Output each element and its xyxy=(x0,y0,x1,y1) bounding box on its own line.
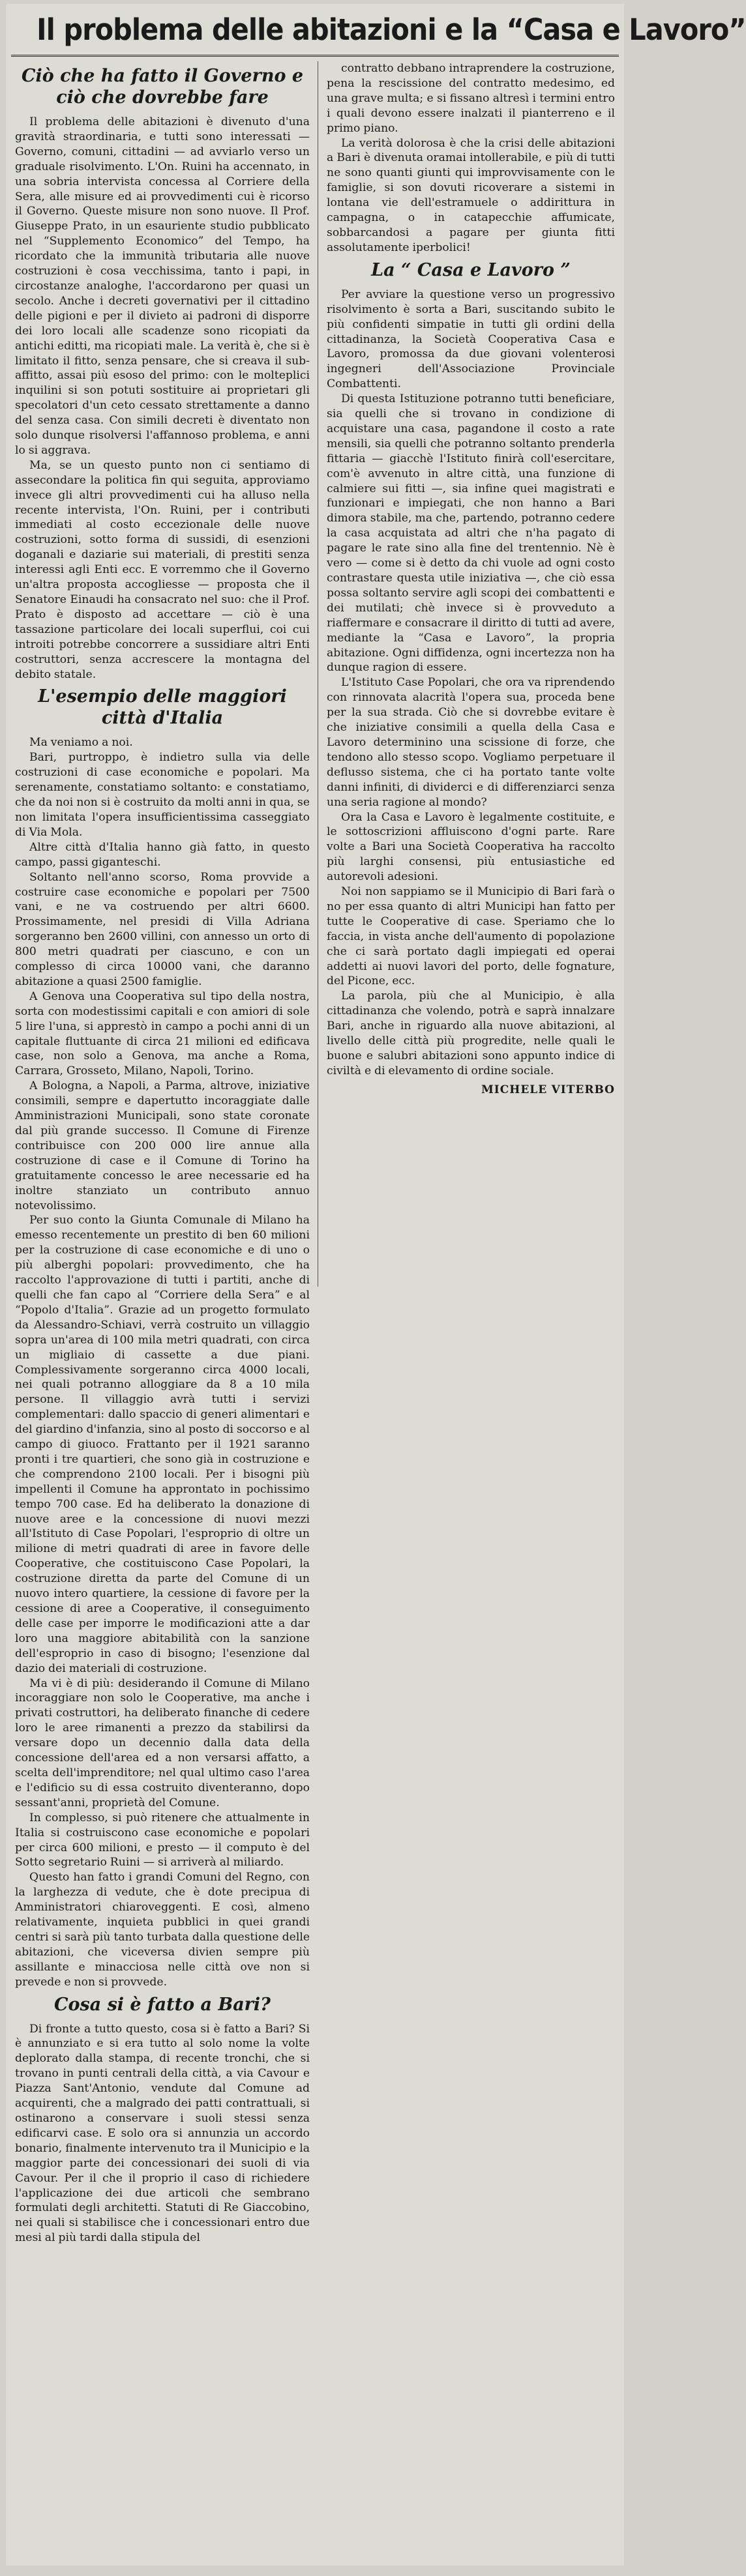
paragraph: Ma veniamo a noi. xyxy=(29,736,133,750)
headline: Il problema delle abitazioni e la “Casa e Lavoro” xyxy=(37,12,746,47)
section-title-maggiori-citta: L'esempio delle maggiori città d'Italia xyxy=(38,686,287,729)
paragraph: Bari, purtroppo, è indietro sulla via delle costruzioni di case economiche e popolari. Ma serenamente, constatiamo soltanto: e constatiamo, che da noi non si è costruito da molti anni in qua, se non limitata l'opera insufficientissima casseggiato di Via Mola. xyxy=(15,751,310,839)
left-column xyxy=(15,61,310,2558)
paragraph: contratto debbano intraprendere la costruzione, pena la rescissione del contratto medesimo, ed una grave multa; e si fissano altresì i termini entro i quali devono essere inalzati il pianterreno e il primo piano. xyxy=(327,62,615,135)
paragraph: A Bologna, a Napoli, a Parma, altrove, iniziative consimili, sempre e dapertutto incoraggiate dalle Amministrazioni Municipali, sono state coronate dal più grande successo. Il Comune di Firenze contribuisce con 200 000 lire annue alla costruzione di case e il Comune di Torino ha gratuitamente concesso le aree necessarie ed ha inoltre stanziato un contributo annuo notevolissimo. xyxy=(15,1079,310,1212)
paragraph: In complesso, si può ritenere che attualmente in Italia si costruiscono case economiche e popolari per circa 600 milioni, e presto — il computo è del Sotto segretario Ruini — si arriverà al miliardo. xyxy=(15,1811,310,1869)
section-title-bari: Cosa si è fatto a Bari? xyxy=(53,1994,271,2015)
section-body-casa-e-lavoro xyxy=(327,287,615,1079)
section-body-continuation xyxy=(327,61,615,256)
paragraph: Noi non sappiamo se il Municipio di Bari farà o no per essa quanto di altri Municipi han fatto per tutte le Cooperative di case. Speriamo che lo faccia, in vista anche dell'aumento di popolazione che ci sarà portato dagli impiegati ed operai addetti ai nuovi lavori del porto, delle fognature, del Picone, ecc. xyxy=(327,885,615,988)
paragraph: Per avviare la questione verso un progressivo risolvimento è sorta a Bari, suscitando subito le più confidenti simpatie in tutti gli ordini della cittadinanza, la Società Cooperativa Casa e Lavoro, promossa da due giovani volenterosi ingegneri dell'Associazione Provinciale Combattenti. xyxy=(327,287,615,391)
paragraph: Per suo conto la Giunta Comunale di Milano ha emesso recentemente un prestito di ben 60 milioni per la costruzione di case economiche e di uno o più alberghi popolari: provvedimento, che ha raccolto l'approvazione di tutti i partiti, anche di quelli che fan capo al “Corriere della Sera” e al “Popolo d'Italia”. Grazie ad un progetto formulato da Alessandro-Schiavi, verrà costruito un villaggio sopra un'area di 100 mila metri quadrati, con circa un migliaio di cassette a due piani. Complessivamente sorgeranno circa 4000 locali, nei quali potranno alloggiare da 8 a 10 mila persone. Il villaggio avrà tutti i servizi complementari: dallo spaccio di generi alimentari e del giardino d'infanzia, sino al posto di soccorso e al campo di giuoco. Frattanto per il 1921 saranno pronti i tre quartieri, che sono già in costruzione e che comprendono 2100 locali. Per i bisogni più impellenti il Comune ha approntato in pochissimo tempo 700 case. Ed ha deliberato la donazione di nuove aree e la concessione di nuovi mezzi all'Istituto di Case Popolari, l'esproprio di oltre un milione di metri quadrati di aree in favore delle Cooperative, che costituiscono Case Popolari, la costruzione diretta da parte del Comune di un nuovo intero quartiere, la cessione di favore per la cessione di aree a Cooperative, il conseguimento delle case per imporre le modificazioni atte a dar loro una maggiore abitabilità con la sanzione dell'esproprio in caso di bisogno; l'esenzione dal dazio dei materiali di costruzione. xyxy=(15,1214,310,1675)
section-title-casa-e-lavoro: La “ Casa e Lavoro ” xyxy=(371,259,571,280)
paragraph: A Genova una Cooperativa sul tipo della nostra, sorta con modestissimi capitali e con amiori di sole 5 lire l'una, si apprestò in campo a pochi anni di un capitale fluttuante di circa 21 milioni ed edificava case, non solo a Genova, ma anche a Roma, Carrara, Grosseto, Milano, Napoli, Torino. xyxy=(15,989,310,1078)
section-body-governo xyxy=(15,115,310,682)
paragraph: Di fronte a tutto questo, cosa si è fatto a Bari? Si è annunziato e si era tutto al solo nome la volte deplorato dalla stampa, di recente tronchi, che si trovano in punti centrali della città, a via Cavour e Piazza Sant'Antonio, vendute dal Comune ad acquirenti, che a malgrado dei patti contrattuali, si ostinarono a conservare i suoli stessi senza edificarvi case. E solo ora si annunzia un accordo bonario, finalmente intervenuto tra il Municipio e la maggior parte dei concessionari dei suoli di via Cavour. Per il che il proprio il caso di richiedere l'applicazione dei due articoli che sembrano formulati degli architetti. Statuti di Re Giaccobino, nei quali si stabilisce che i concessionari entro due mesi al più tardi dalla stipula del xyxy=(15,2022,310,2245)
section-title-governo: Ciò che ha fatto il Governo e ciò che dovrebbe fare xyxy=(21,66,304,108)
paragraph: Questo han fatto i grandi Comuni del Regno, con la larghezza di vedute, che è dote precipua di Amministratori chiaroveggenti. E così, almeno relativamente, inquieta pubblici in quei grandi centri si sarà più tanto turbata dalla questione delle abitazioni, che viceversa divien sempre più assillante e minacciosa nelle città ove non si prevede e non si provvede. xyxy=(15,1871,310,1989)
section-body-maggiori-citta xyxy=(15,735,310,1989)
headline-rule xyxy=(11,55,619,57)
paragraph: Il problema delle abitazioni è divenuto d'una gravità straordinaria, e tutti sono interessati — Governo, comuni, cittadini — ad avviarlo verso un graduale risolvimento. L'On. Ruini ha accennato, in una sobria intervista concessa al Corriere della Sera, alle misure ed ai provvedimenti cui è ricorso il Governo. Queste misure non sono nuove. Il Prof. Giuseppe Prato, in un esauriente studio pubblicato nel “Supplemento Economico” del Tempo, ha ricordato che la immunità tributaria alle nuove costruzioni è cosa vecchissima, tanto i papi, in circostanze analoghe, l'accordarono per quasi un secolo. Anche i decreti governativi per il cittadino delle pigioni e per il divieto ai padroni di disporre dei loro locali alle scadenze sono ricopiati da antichi editti, ma ricopiati male. La verità è, che si è limitato il fitto, senza pensare, che si creava il sub-affitto, assai più esoso del primo: con le molteplici inquilini si son potuti sostituire ai proprietari gli specolatori d'un ceto cessato strettamente a danno del senza casa. Con simili decreti è diventato non solo dunque risolversi l'affannoso problema, e anni lo si aggrava. xyxy=(15,115,310,457)
paragraph: La parola, più che al Municipio, è alla cittadinanza che volendo, potrà e saprà innalzare Bari, anche in riguardo alla nuove abitazioni, al livello delle città più progredite, nelle quali le buone e salubri abitazioni sono appunto indice di civiltà e di elevamento di ordine sociale. xyxy=(327,989,615,1077)
section-body-bari xyxy=(15,2022,310,2246)
paragraph: Soltanto nell'anno scorso, Roma provvide a costruire case economiche e popolari per 7500 vani, e ne va costruendo per altri 6600. Prossimamente, nel presidi di Villa Adriana sorgeranno ben 2600 villini, con annesso un orto di 800 metri quadrati per ciascuno, e con un complesso di circa 10000 vani, che daranno abitazione a quasi 2500 famiglie. xyxy=(15,870,310,988)
right-column xyxy=(327,61,615,1300)
paragraph: Altre città d'Italia hanno già fatto, in questo campo, passi giganteschi. xyxy=(15,840,310,869)
paragraph: Ma vi è di più: desiderando il Comune di Milano incoraggiare non solo le Cooperative, ma anche i privati costruttori, ha deliberato finanche di cedere loro le aree rimanenti a prezzo da stabilirsi da versare dopo un decennio dalla data della concessione dell'area ed a non versarsi affatto, a scelta dell'imprenditore; nel qual ultimo caso l'area e l'edificio su di essa costruito diventeranno, dopo sessant'anni, proprietà del Comune. xyxy=(15,1676,310,1809)
paragraph: La verità dolorosa è che la crisi delle abitazioni a Bari è divenuta oramai intollerabile, e più di tutti ne sono quanti giunti qui improvvisamente con le famiglie, si son dovuti ricoverare a sistemi in lontana vie dell'estramuele o addirittura in campagna, o in catapecchie affumicate, sobbarcandosi a pagare per giunta fitti assolutamente iperbolici! xyxy=(327,136,615,254)
author-signature: MICHELE VITERBO xyxy=(481,1083,615,1096)
paragraph: Ora la Casa e Lavoro è legalmente costituite, e le sottoscrizioni affluiscono d'ogni parte. Rare volte a Bari una Società Cooperativa ha raccolto più larghi consensi, più entusiastiche ed autorevoli adesioni. xyxy=(327,810,615,884)
paragraph: Ma, se un questo punto non ci sentiamo di assecondare la politica fin qui seguita, approviamo invece gli altri provvedimenti cui ha alluso nella recente intervista, l'On. Ruini, per i contributi immediati al costo eccezionale delle nuove costruzioni, sotto forma di sussidi, di esenzioni doganali e daziarie sui materiali, di prestiti senza interessi agli Enti ecc. E vorremmo che il Governo un'altra proposta accogliesse — proposta che il Senatore Einaudi ha consacrato nel suo: che il Prof. Prato è disposto ad accettare — ciò è una tassazione particolare dei locali superflui, coi cui introiti potrebbe concorrere a sussidiare altri Enti costruttori, senza accrescere la montagna del debito statale. xyxy=(15,458,310,681)
paragraph: L'Istituto Case Popolari, che ora va riprendendo con rinnovata alacrità l'opera sua, proceda bene per la sua strada. Ciò che si dovrebbe evitare è che iniziative consimili a quella della Casa e Lavoro determinino una scissione di forze, che tendono allo stesso scopo. Vogliamo perpetuare il deflusso sistema, che ci ha portato tante volte danni infiniti, di dividerci e di differenziarci senza una seria ragione al mondo? xyxy=(327,676,615,809)
newspaper-page xyxy=(6,4,746,2566)
paragraph: Di questa Istituzione potranno tutti beneficiare, sia quelli che si trovano in condizione di acquistare una casa, pagandone il costo a rate mensili, sia quelli che potranno soltanto prenderla fittaria — giacchè l'Istituto finirà coll'esercitare, com'è avvenuto in altre città, una funzione di calmiere sui fitti —, sia infine quei magistrati e funzionari e impiegati, che non hanno a Bari dimora stabile, ma che, partendo, potranno cedere la casa acquistata ad altri che n'ha pagato di pagare le rate sino alla fine del trentennio. Nè è vero — come si è detto da chi vuole ad ogni costo contrastare questa utile iniziativa —, che ciò essa possa soltanto servire agli scopi dei combattenti e dei mutilati; chè invece si è provveduto a riaffermare e consacrare il diritto di tutti ad avere, mediante la “Casa e Lavoro”, la propria abitazione. Ogni diffidenza, ogni incertezza non ha dunque ragion di essere. xyxy=(327,392,615,675)
